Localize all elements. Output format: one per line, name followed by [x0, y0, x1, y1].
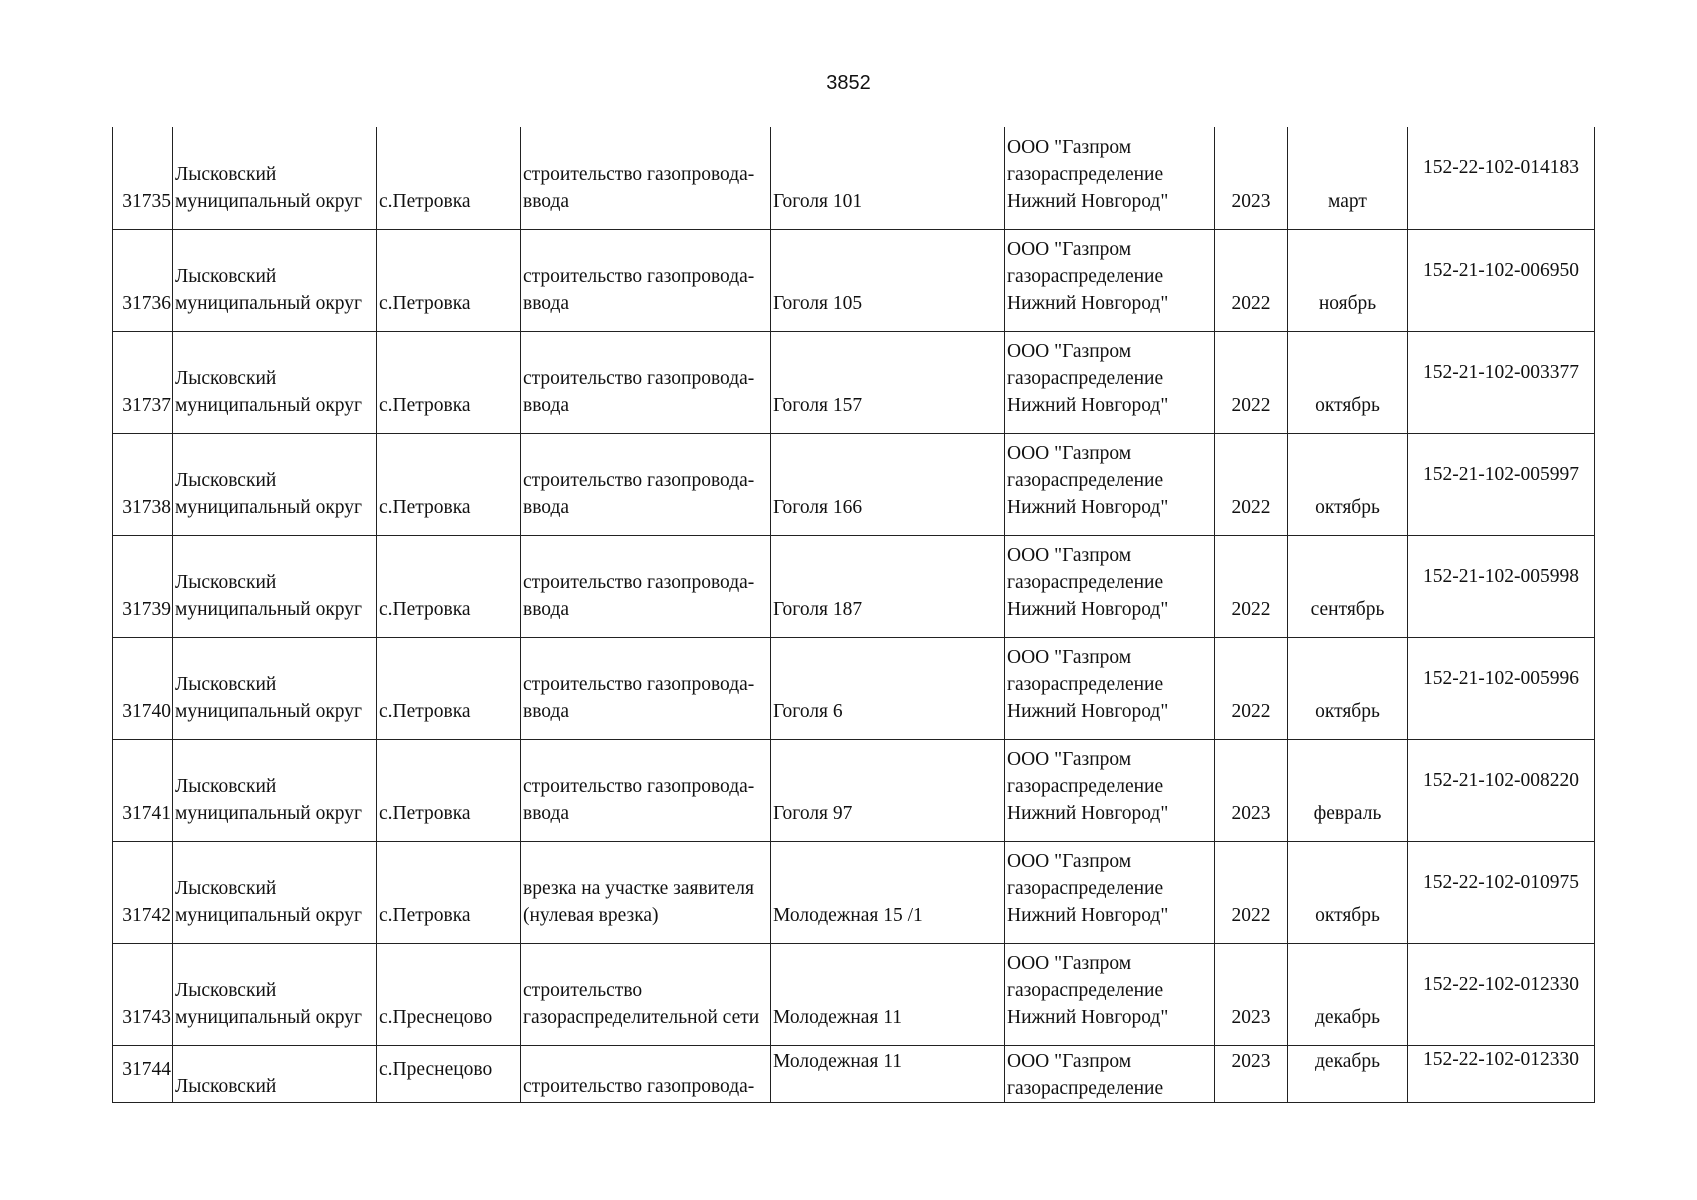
village-cell: с.Петровка	[377, 331, 521, 433]
work-type-line: ввода	[523, 394, 570, 416]
month-cell: октябрь	[1288, 637, 1408, 739]
work-type-line: газораспределительной сети	[523, 1006, 760, 1028]
organization-cell	[1005, 739, 1215, 841]
application-code-cell: 152-21-102-005998	[1408, 535, 1595, 637]
district-line: Лысковский	[175, 1075, 277, 1097]
address-cell: Гоголя 6	[771, 637, 1005, 739]
work-type-cell	[521, 1045, 771, 1102]
address-cell: Гоголя 157	[771, 331, 1005, 433]
village-cell: с.Петровка	[377, 841, 521, 943]
month-cell: февраль	[1288, 739, 1408, 841]
work-type-cell	[521, 331, 771, 433]
work-type-line: ввода	[523, 292, 570, 314]
organization-line: газораспределение	[1007, 367, 1164, 389]
district-line: муниципальный округ	[175, 190, 363, 212]
village-cell: с.Преснецово	[377, 1045, 521, 1102]
district-line: муниципальный округ	[175, 394, 363, 416]
district-cell	[173, 535, 377, 637]
organization-line: газораспределение	[1007, 1077, 1164, 1099]
page-number: 3852	[826, 72, 871, 94]
district-line: муниципальный округ	[175, 496, 363, 518]
organization-cell	[1005, 127, 1215, 229]
district-line: Лысковский	[175, 979, 277, 1001]
district-cell	[173, 331, 377, 433]
row-number-cell: 31740	[113, 637, 173, 739]
district-line: Лысковский	[175, 163, 277, 185]
work-type-line: строительство газопровода-	[523, 1075, 755, 1097]
organization-line: ООО "Газпром	[1007, 136, 1132, 158]
table-body	[113, 127, 1595, 1102]
address-cell: Молодежная 15 /1	[771, 841, 1005, 943]
year-cell: 2022	[1215, 841, 1288, 943]
row-number-cell: 31742	[113, 841, 173, 943]
organization-line: ООО "Газпром	[1007, 850, 1132, 872]
year-cell: 2022	[1215, 637, 1288, 739]
organization-line: Нижний Новгород"	[1007, 292, 1169, 314]
organization-cell	[1005, 637, 1215, 739]
organization-line: газораспределение	[1007, 571, 1164, 593]
work-type-line: строительство газопровода-	[523, 367, 755, 389]
organization-line: ООО "Газпром	[1007, 442, 1132, 464]
district-line: Лысковский	[175, 673, 277, 695]
application-code-cell: 152-21-102-005996	[1408, 637, 1595, 739]
organization-line: Нижний Новгород"	[1007, 904, 1169, 926]
address-cell: Молодежная 11	[771, 1045, 1005, 1102]
organization-line: газораспределение	[1007, 469, 1164, 491]
gas-connection-table	[112, 127, 1595, 1103]
work-type-line: строительство	[523, 979, 643, 1001]
work-type-line: ввода	[523, 802, 570, 824]
district-line: муниципальный округ	[175, 292, 363, 314]
month-cell: октябрь	[1288, 433, 1408, 535]
organization-line: Нижний Новгород"	[1007, 802, 1169, 824]
village-cell: с.Петровка	[377, 229, 521, 331]
organization-line: Нижний Новгород"	[1007, 1006, 1169, 1028]
organization-cell	[1005, 331, 1215, 433]
district-line: муниципальный округ	[175, 802, 363, 824]
work-type-line: ввода	[523, 496, 570, 518]
address-cell: Гоголя 105	[771, 229, 1005, 331]
row-number-cell: 31736	[113, 229, 173, 331]
month-cell: март	[1288, 127, 1408, 229]
village-cell: с.Петровка	[377, 433, 521, 535]
organization-line: газораспределение	[1007, 877, 1164, 899]
row-number-cell: 31743	[113, 943, 173, 1045]
district-line: Лысковский	[175, 265, 277, 287]
table-row	[113, 229, 1595, 331]
organization-line: ООО "Газпром	[1007, 646, 1132, 668]
row-number-cell: 31735	[113, 127, 173, 229]
village-cell: с.Преснецово	[377, 943, 521, 1045]
address-cell: Гоголя 101	[771, 127, 1005, 229]
district-cell	[173, 127, 377, 229]
work-type-line: строительство газопровода-	[523, 265, 755, 287]
work-type-line: ввода	[523, 190, 570, 212]
application-code-cell: 152-22-102-012330	[1408, 1045, 1595, 1102]
district-line: муниципальный округ	[175, 1006, 363, 1028]
organization-line: Нижний Новгород"	[1007, 190, 1169, 212]
organization-line: ООО "Газпром	[1007, 544, 1132, 566]
organization-line: газораспределение	[1007, 775, 1164, 797]
year-cell: 2022	[1215, 331, 1288, 433]
organization-line: ООО "Газпром	[1007, 952, 1132, 974]
work-type-line: строительство газопровода-	[523, 469, 755, 491]
application-code-cell: 152-22-102-012330	[1408, 943, 1595, 1045]
work-type-cell	[521, 433, 771, 535]
organization-cell	[1005, 229, 1215, 331]
organization-line: газораспределение	[1007, 979, 1164, 1001]
work-type-line: строительство газопровода-	[523, 163, 755, 185]
month-cell: декабрь	[1288, 1045, 1408, 1102]
year-cell: 2022	[1215, 433, 1288, 535]
work-type-cell	[521, 637, 771, 739]
work-type-cell	[521, 229, 771, 331]
organization-line: Нижний Новгород"	[1007, 496, 1169, 518]
work-type-line: ввода	[523, 700, 570, 722]
district-cell	[173, 841, 377, 943]
village-cell: с.Петровка	[377, 127, 521, 229]
district-line: муниципальный округ	[175, 700, 363, 722]
work-type-line: строительство газопровода-	[523, 673, 755, 695]
application-code-cell: 152-21-102-008220	[1408, 739, 1595, 841]
organization-cell	[1005, 1045, 1215, 1102]
district-cell	[173, 637, 377, 739]
district-cell	[173, 943, 377, 1045]
district-line: Лысковский	[175, 775, 277, 797]
district-cell	[173, 229, 377, 331]
month-cell: сентябрь	[1288, 535, 1408, 637]
work-type-cell	[521, 943, 771, 1045]
year-cell: 2023	[1215, 127, 1288, 229]
row-number-cell: 31738	[113, 433, 173, 535]
district-line: муниципальный округ	[175, 904, 363, 926]
table-row	[113, 433, 1595, 535]
table-row	[113, 841, 1595, 943]
organization-line: Нижний Новгород"	[1007, 394, 1169, 416]
district-line: Лысковский	[175, 367, 277, 389]
month-cell: декабрь	[1288, 943, 1408, 1045]
month-cell: октябрь	[1288, 841, 1408, 943]
organization-line: газораспределение	[1007, 265, 1164, 287]
work-type-line: врезка на участке заявителя	[523, 877, 754, 899]
work-type-cell	[521, 841, 771, 943]
organization-line: ООО "Газпром	[1007, 238, 1132, 260]
table-row	[113, 739, 1595, 841]
year-cell: 2023	[1215, 943, 1288, 1045]
district-line: Лысковский	[175, 877, 277, 899]
row-number-cell: 31737	[113, 331, 173, 433]
work-type-line: ввода	[523, 598, 570, 620]
village-cell: с.Петровка	[377, 535, 521, 637]
table-row	[113, 127, 1595, 229]
organization-line: Нижний Новгород"	[1007, 700, 1169, 722]
organization-line: ООО "Газпром	[1007, 1050, 1132, 1072]
district-cell	[173, 433, 377, 535]
address-cell: Гоголя 97	[771, 739, 1005, 841]
work-type-line: строительство газопровода-	[523, 571, 755, 593]
application-code-cell: 152-22-102-010975	[1408, 841, 1595, 943]
district-line: Лысковский	[175, 469, 277, 491]
month-cell: октябрь	[1288, 331, 1408, 433]
year-cell: 2022	[1215, 229, 1288, 331]
month-cell: ноябрь	[1288, 229, 1408, 331]
address-cell: Молодежная 11	[771, 943, 1005, 1045]
organization-line: Нижний Новгород"	[1007, 598, 1169, 620]
application-code-cell: 152-22-102-014183	[1408, 127, 1595, 229]
address-cell: Гоголя 166	[771, 433, 1005, 535]
table-row	[113, 1045, 1595, 1102]
organization-line: газораспределение	[1007, 673, 1164, 695]
year-cell: 2023	[1215, 1045, 1288, 1102]
table-row	[113, 637, 1595, 739]
organization-cell	[1005, 943, 1215, 1045]
organization-cell	[1005, 841, 1215, 943]
village-cell: с.Петровка	[377, 739, 521, 841]
village-cell: с.Петровка	[377, 637, 521, 739]
address-cell: Гоголя 187	[771, 535, 1005, 637]
row-number-cell: 31744	[113, 1045, 173, 1102]
work-type-line: строительство газопровода-	[523, 775, 755, 797]
year-cell: 2022	[1215, 535, 1288, 637]
district-line: муниципальный округ	[175, 598, 363, 620]
row-number-cell: 31739	[113, 535, 173, 637]
application-code-cell: 152-21-102-005997	[1408, 433, 1595, 535]
work-type-line: (нулевая врезка)	[523, 904, 659, 926]
district-cell	[173, 739, 377, 841]
organization-cell	[1005, 433, 1215, 535]
organization-line: ООО "Газпром	[1007, 748, 1132, 770]
organization-cell	[1005, 535, 1215, 637]
table-row	[113, 331, 1595, 433]
organization-line: газораспределение	[1007, 163, 1164, 185]
work-type-cell	[521, 535, 771, 637]
work-type-cell	[521, 739, 771, 841]
district-line: Лысковский	[175, 571, 277, 593]
organization-line: ООО "Газпром	[1007, 340, 1132, 362]
year-cell: 2023	[1215, 739, 1288, 841]
table-row	[113, 943, 1595, 1045]
work-type-cell	[521, 127, 771, 229]
application-code-cell: 152-21-102-006950	[1408, 229, 1595, 331]
district-cell	[173, 1045, 377, 1102]
application-code-cell: 152-21-102-003377	[1408, 331, 1595, 433]
row-number-cell: 31741	[113, 739, 173, 841]
table-row	[113, 535, 1595, 637]
